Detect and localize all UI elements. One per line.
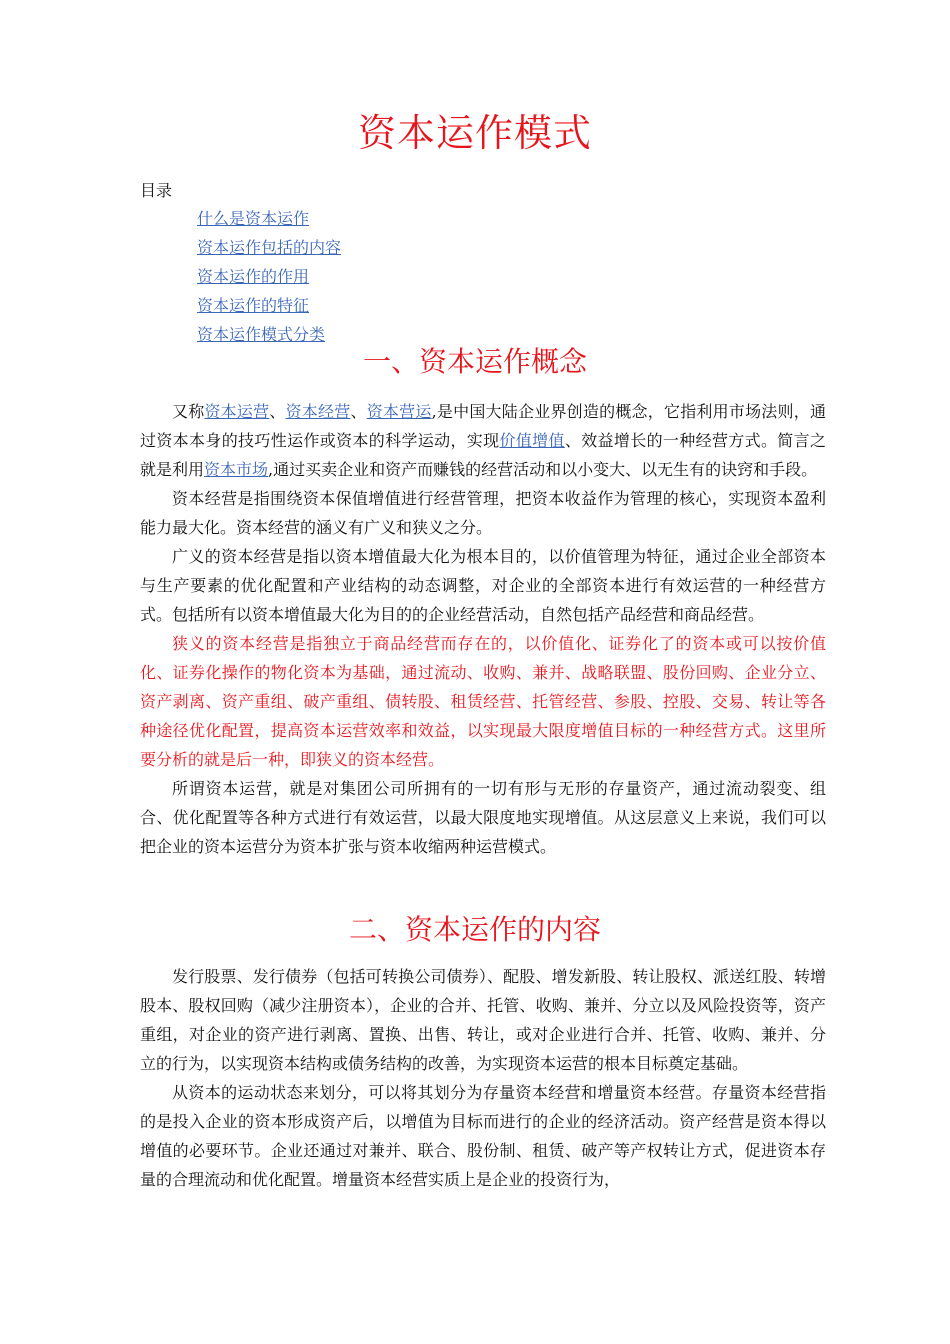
section-concept-body [140, 397, 826, 861]
toc-item [197, 262, 341, 291]
toc-link-role[interactable]: 资本运作的作用 [197, 267, 310, 286]
toc-link-classification[interactable]: 资本运作模式分类 [197, 325, 326, 344]
link-capital-market[interactable]: 资本市场 [204, 460, 269, 479]
text-run: 、 [350, 402, 367, 421]
section-content-body [140, 962, 826, 1194]
table-of-contents [197, 204, 341, 349]
toc-link-features[interactable]: 资本运作的特征 [197, 296, 310, 315]
toc-item [197, 291, 341, 320]
document-title: 资本运作模式 [357, 111, 592, 155]
text-run: ,通过买卖企业和资产而赚钱的经营活动和以小变大、以无生有的诀窍和手段。 [268, 460, 818, 479]
text-run: ,是中国大陆企业界创造的概念，它指利用市场法则，通过资本本身的技巧性运作或资本的科学运动，实现 [140, 402, 826, 450]
toc-link-what-is[interactable]: 什么是资本运作 [197, 209, 310, 228]
toc-item [197, 204, 341, 233]
text-run: 又称 [172, 402, 205, 421]
toc-label: 目录 [140, 181, 173, 200]
highlighted-paragraph: 狭义的资本经营是指独立于商品经营而存在的，以价值化、证券化了的资本或可以按价值化、证券化操作的物化资本为基础，通过流动、收购、兼并、战略联盟、股份回购、企业分立、资产剥离、资产重组、破产重组、债转股、租赁经营、托管经营、参股、控股、交易、转让等各种途径优化配置，提高资本运营效率和效益，以实现最大限度增值目标的一种经营方式。这里所要分析的就是后一种，即狭义的资本经营。 [140, 634, 826, 769]
section-heading-content: 二、资本运作的内容 [348, 913, 601, 946]
text-run: 、 [269, 402, 286, 421]
paragraph: 资本经营是指围绕资本保值增值进行经营管理，把资本收益作为管理的核心，实现资本盈利能力最大化。资本经营的涵义有广义和狭义之分。 [140, 489, 826, 537]
toc-link-content[interactable]: 资本运作包括的内容 [197, 238, 342, 257]
link-capital-running[interactable]: 资本营运 [366, 402, 432, 421]
link-capital-operation[interactable]: 资本运营 [204, 402, 270, 421]
link-capital-management[interactable]: 资本经营 [285, 402, 351, 421]
paragraph [140, 397, 826, 484]
paragraph: 发行股票、发行债券（包括可转换公司债券）、配股、增发新股、转让股权、派送红股、转增股本、股权回购（减少注册资本），企业的合并、托管、收购、兼并、分立以及风险投资等，资产重组，对企业的资产进行剥离、置换、出售、转让，或对企业进行合并、托管、收购、兼并、分立的行为，以实现资本结构或债务结构的改善，为实现资本运营的根本目标奠定基础。 [140, 967, 826, 1073]
section-heading-concept: 一、资本运作概念 [362, 345, 587, 378]
paragraph: 所谓资本运营，就是对集团公司所拥有的一切有形与无形的存量资产，通过流动裂变、组合、优化配置等各种方式进行有效运营，以最大限度地实现增值。从这层意义上来说，我们可以把企业的资本运营分为资本扩张与资本收缩两种运营模式。 [140, 779, 826, 856]
toc-item [197, 233, 341, 262]
link-value-appreciation[interactable]: 价值增值 [499, 431, 565, 450]
paragraph: 广义的资本经营是指以资本增值最大化为根本目的，以价值管理为特征，通过企业全部资本与生产要素的优化配置和产业结构的动态调整，对企业的全部资本进行有效运营的一种经营方式。包括所有以资本增值最大化为目的的企业经营活动，自然包括产品经营和商品经营。 [140, 547, 826, 624]
paragraph: 从资本的运动状态来划分，可以将其划分为存量资本经营和增量资本经营。存量资本经营指的是投入企业的资本形成资产后，以增值为目标而进行的企业的经济活动。资产经营是资本得以增值的必要环节。企业还通过对兼并、联合、股份制、租赁、破产等产权转让方式，促进资本存量的合理流动和优化配置。增量资本经营实质上是企业的投资行为， [140, 1083, 826, 1189]
text-run: 、效益增长的一种经营方式。简言之就是利用 [140, 431, 826, 479]
